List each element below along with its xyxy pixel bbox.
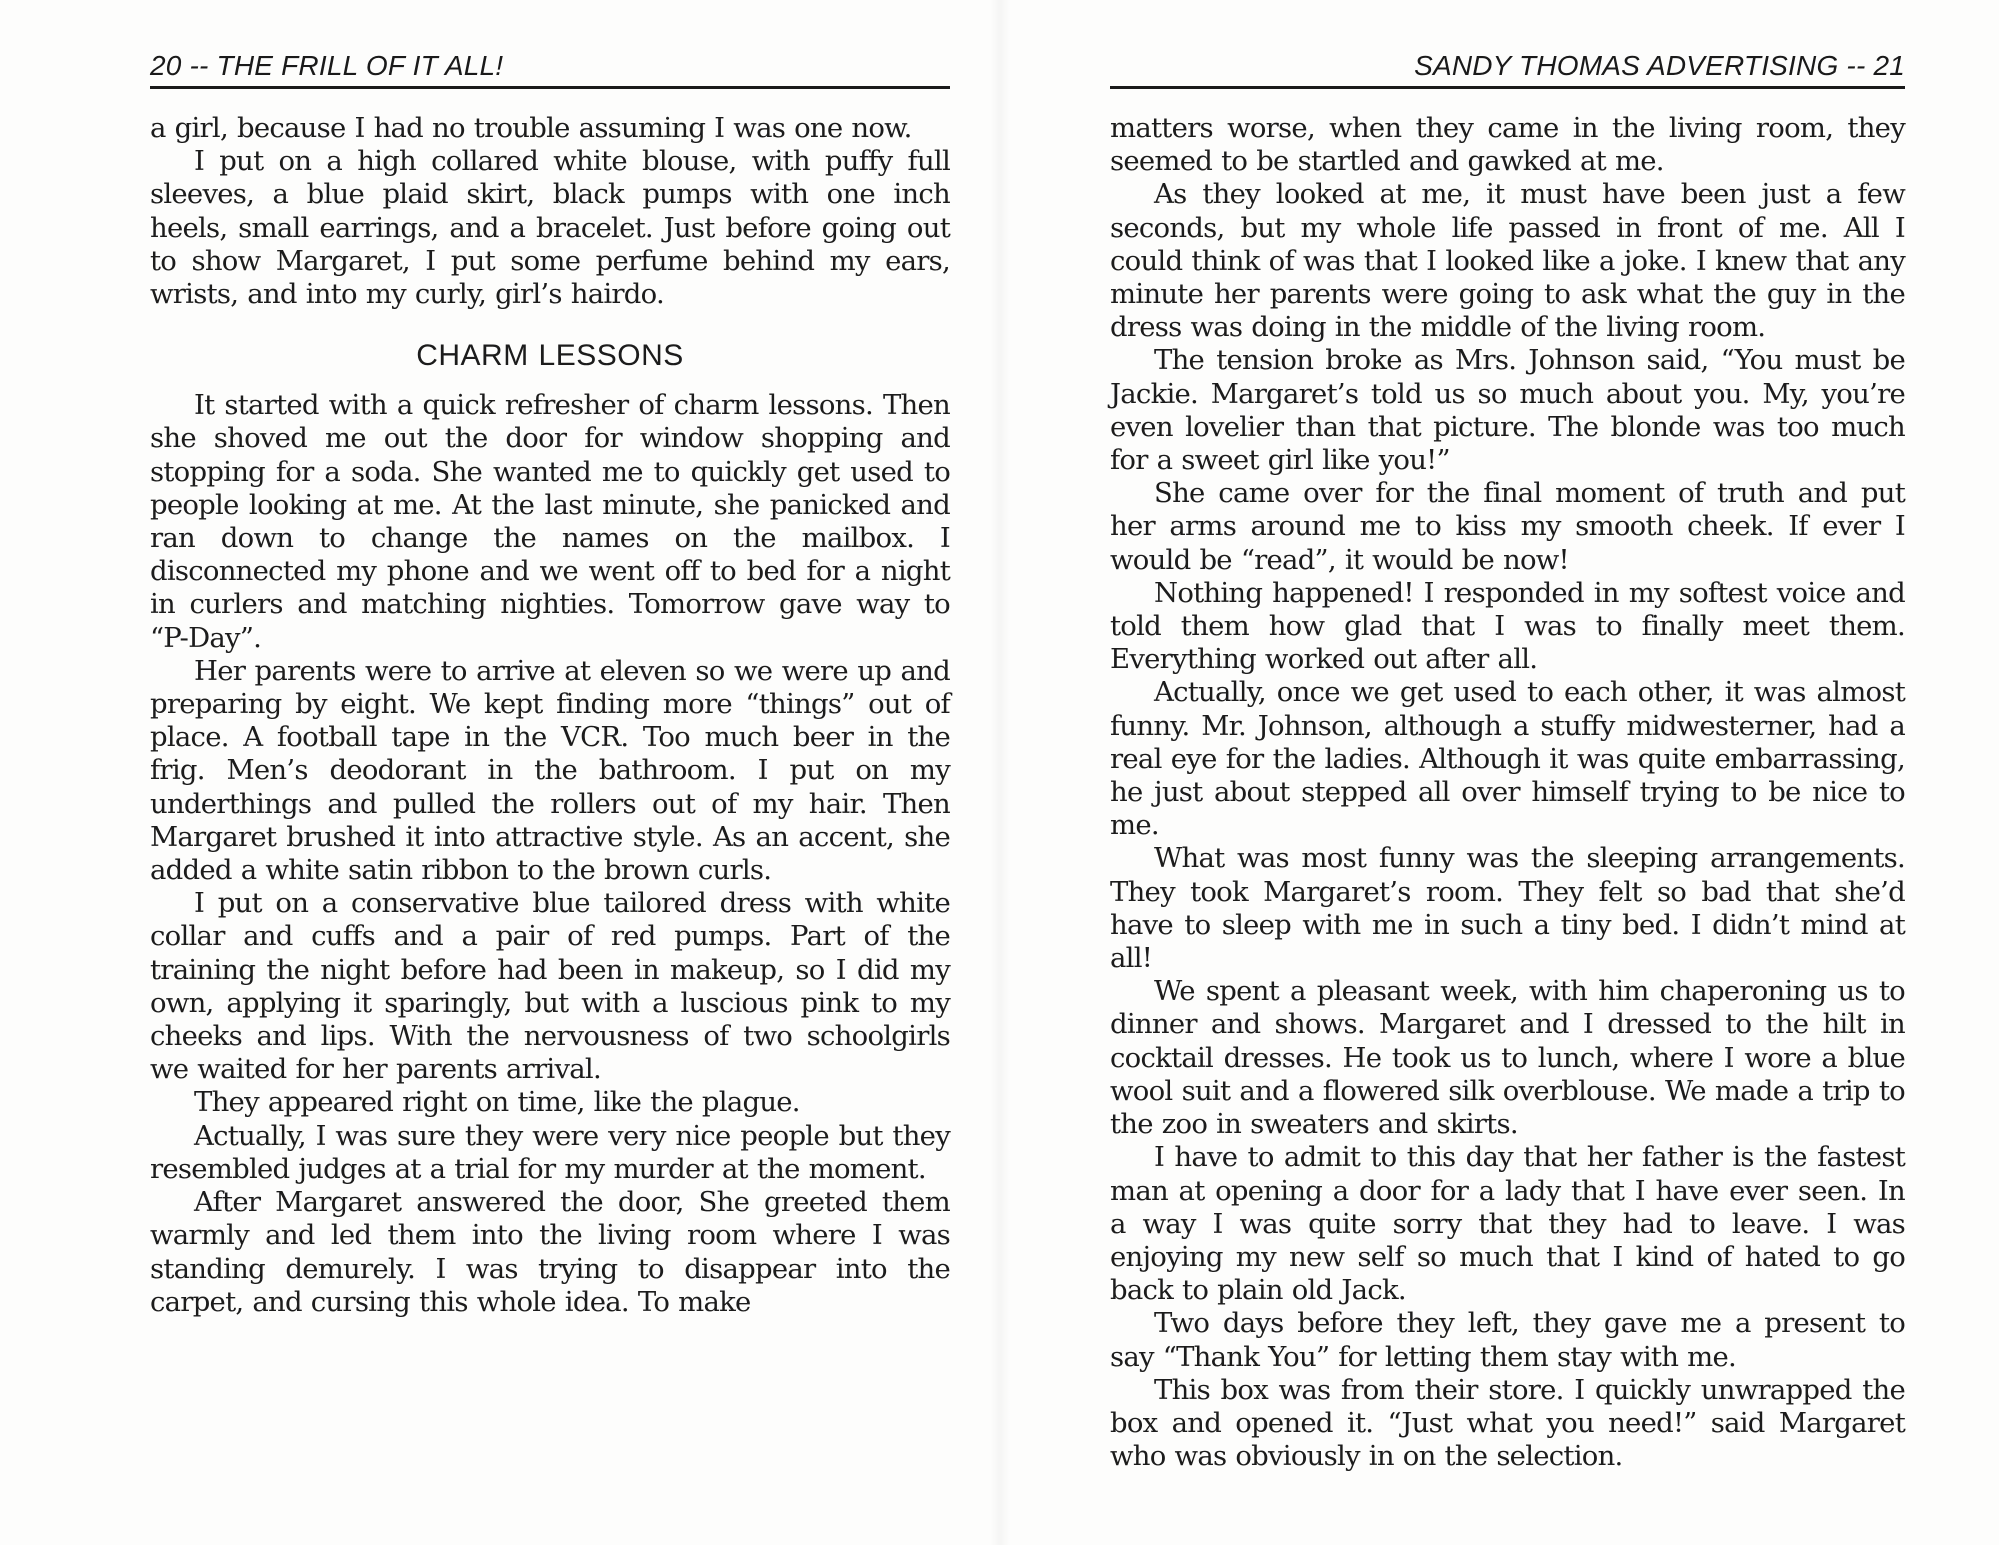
paragraph: Actually, I was sure they were very nice people but they resembled judges at a trial for my murder at the moment. [150,1119,950,1185]
section-heading: CHARM LESSONS [416,339,684,373]
paragraph: As they looked at me, it must have been just a few seconds, but my whole life passed in front of me. All I could think of was that I looked like a joke. I knew that any minute her parents were going to ask what the guy in the dress was doing in the middle of the living room. [1110,178,1905,344]
right-head-rule [1110,86,1905,89]
left-body-text [150,112,950,1319]
paragraph: After Margaret answered the door, She greeted them warmly and led them into the living room where I was standing demurely. I was trying to disappear into the carpet, and cursing this whole idea. To make [150,1186,950,1318]
paragraph: I have to admit to this day that her father is the fastest man at opening a door for a lady that I have ever seen. In a way I was quite sorry that they had to leave. I was enjoying my new self so much that I kind of hated to go back to plain old Jack. [1110,1141,1905,1307]
paragraph: I put on a conservative blue tailored dress with white collar and cuffs and a pair of red pumps. Part of the training the night before had been in makeup, so I did my own, applying it sparingly, but with a luscious pink to my cheeks and lips. With the nervousness of two schoolgirls we waited for her parents arrival. [150,887,950,1086]
right-page [1110,0,1905,1545]
left-page [150,0,950,1545]
paragraph: This box was from their store. I quickly unwrapped the box and opened it. “Just what you need!” said Margaret who was obviously in on the selection. [1110,1373,1905,1473]
left-running-head: 20 -- THE FRILL OF IT ALL! [150,50,504,81]
paragraph: The tension broke as Mrs. Johnson said, “You must be Jackie. Margaret’s told us so much about you. My, you’re even lovelier than that picture. The blonde was too much for a sweet girl like you!” [1110,344,1905,477]
paragraph: a girl, because I had no trouble assuming I was one now. [150,112,912,144]
spine-shadow [990,0,1010,1545]
paragraph: Actually, once we get used to each other, it was almost funny. Mr. Johnson, although a stuffy midwesterner, had a real eye for the ladies. Although it was quite embarrassing, he just about stepped all over himself trying to be nice to me. [1110,676,1905,842]
paragraph: We spent a pleasant week, with him chaperoning us to dinner and shows. Margaret and I dressed to the hilt in cocktail dresses. He took us to lunch, where I wore a blue wool suit and a flowered silk overblouse. We made a trip to the zoo in sweaters and skirts. [1110,975,1905,1141]
paragraph: I put on a high collared white blouse, with puffy full sleeves, a blue plaid skirt, black pumps with one inch heels, small earrings, and a bracelet. Just before going out to show Margaret, I put some perfume behind my ears, wrists, and into my curly, girl’s hairdo. [150,145,950,311]
left-head-rule [150,86,950,89]
right-running-head: SANDY THOMAS ADVERTISING -- 21 [1414,50,1905,81]
paragraph: It started with a quick refresher of charm lessons. Then she shoved me out the door for window shopping and stopping for a soda. She wanted me to quickly get used to people looking at me. At the last minute, she panicked and ran down to change the names on the mailbox. I disconnected my phone and we went off to bed for a night in curlers and matching nighties. Tomorrow gave way to “P-Day”. [150,389,950,654]
right-body-text [1110,112,1905,1473]
paragraph: She came over for the final moment of truth and put her arms around me to kiss my smooth cheek. If ever I would be “read”, it would be now! [1110,477,1905,576]
paragraph: Her parents were to arrive at eleven so we were up and preparing by eight. We kept finding more “things” out of place. A football tape in the VCR. Too much beer in the frig. Men’s deodorant in the bathroom. I put on my underthings and pulled the rollers out of my hair. Then Margaret brushed it into attractive style. As an accent, she added a white satin ribbon to the brown curls. [150,654,950,887]
paragraph: What was most funny was the sleeping arrangements. They took Margaret’s room. They felt so bad that she’d have to sleep with me in such a tiny bed. I didn’t mind at all! [1110,842,1905,975]
paragraph: Two days before they left, they gave me a present to say “Thank You” for letting them stay with me. [1110,1307,1905,1373]
paragraph: matters worse, when they came in the living room, they seemed to be startled and gawked at me. [1110,112,1905,178]
paragraph: They appeared right on time, like the plague. [194,1086,800,1119]
paragraph: Nothing happened! I responded in my softest voice and told them how glad that I was to finally meet them. Everything worked out after all. [1110,576,1905,676]
